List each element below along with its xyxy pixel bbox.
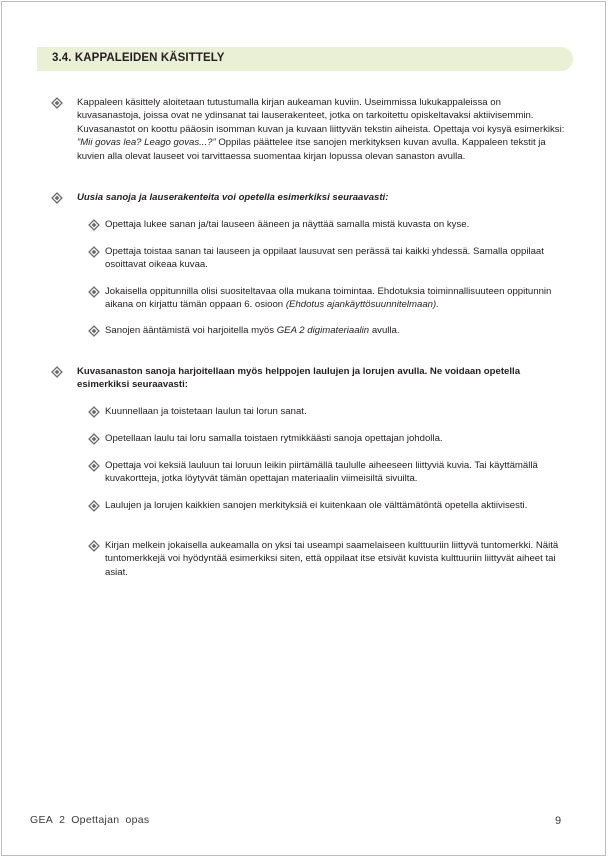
list-item: Kirjan melkein jokaisella aukeamalla on yksi tai useampi saamelaiseen kulttuuriin liittyvä tuntomerkki. Näitä tuntomerkkejä voi hyödyntää esimerkiksi siten, että oppilaat itse etsivät kuvista kulttuuriin liittyvät aiheet tai asiat.: [105, 540, 559, 578]
footer-volume: 2: [59, 814, 66, 826]
list-item: Sanojen ääntämistä voi harjoitella myös GEA 2 digimateriaalin avulla.: [105, 325, 400, 336]
diamond-bullet-icon: [88, 246, 100, 258]
diamond-bullet-icon: [88, 540, 100, 552]
diamond-bullet-icon: [88, 433, 100, 445]
diamond-bullet-icon: [88, 325, 100, 337]
page-number: 9: [555, 815, 562, 827]
footer-brand: GEA: [30, 814, 54, 826]
list-item: Opettaja lukee sanan ja/tai lauseen ääneen ja näyttää samalla mistä kuvasta on kyse.: [105, 219, 470, 230]
group1-heading: Uusia sanoja ja lauserakenteita voi opetella esimerkiksi seuraavasti:: [77, 192, 389, 203]
diamond-bullet-icon: [88, 500, 100, 512]
section-title: 3.4. KAPPALEIDEN KÄSITTELY: [52, 52, 225, 64]
diamond-bullet-icon: [88, 460, 100, 472]
diamond-bullet-icon: [51, 97, 63, 109]
diamond-bullet-icon: [51, 192, 63, 204]
list-item: Opetellaan laulu tai loru samalla toistaen rytmikkäästi sanoja opettajan johdolla.: [105, 433, 443, 444]
footer-guide: Opettajan: [71, 814, 120, 826]
footer-title: [30, 814, 155, 826]
diamond-bullet-icon: [88, 286, 100, 298]
diamond-bullet-icon: [88, 406, 100, 418]
diamond-bullet-icon: [51, 366, 63, 378]
intro-paragraph: Kappaleen käsittely aloitetaan tutustumalla kirjan aukeaman kuviin. Useimmissa lukukappaleissa on kuvasanastoja, joissa ovat ne ydinsanat tai lauserakenteet, jotka on tarkoitettu opiskeltavaksi aktiivisemmin. Kuvasanastot on koottu pääosin isomman kuvan ja kuvaan liittyvän tekstin aiheista. Opettaja voi kysyä esimerkiksi: ”Mii govas lea? Leago govas...?” Oppilas päättelee itse sanojen merkityksen kuvan avulla. Kappaleen tekstit ja kuvien alla olevat lauseet voi tarvittaessa suomentaa kirjan lopussa olevan sanaston avulla.: [77, 97, 565, 162]
list-item: Opettaja voi keksiä lauluun tai loruun leikin piirtämällä taululle aiheeseen liittyviä kuvia. Tai käyttämällä kuvakortteja, jotka löytyvät tämän opettajan materiaalin viimeisiltä sivuilta.: [105, 460, 538, 485]
list-item: Laulujen ja lorujen kaikkien sanojen merkityksiä ei kuitenkaan ole välttämätöntä opetella aktiivisesti.: [105, 500, 528, 511]
diamond-bullet-icon: [88, 219, 100, 231]
list-item: Kuunnellaan ja toistetaan laulun tai lorun sanat.: [105, 406, 307, 417]
footer-guide2: opas: [125, 814, 150, 826]
list-item: Opettaja toistaa sanan tai lauseen ja oppilaat lausuvat sen perässä tai kaikki yhdessä. Samalla oppilaat osoittavat oikeaa kuvaa.: [105, 246, 544, 271]
list-item: Jokaisella oppitunnilla olisi suositeltavaa olla mukana toimintaa. Ehdotuksia toiminnallisuuteen oppitunnin aikana on kirjattu tämän oppaan 6. osioon (Ehdotus ajankäyttösuunnitelmaan).: [105, 286, 552, 311]
group2-heading: Kuvasanaston sanoja harjoitellaan myös helppojen laulujen ja lorujen avulla. Ne voidaan opetella esimerkiksi seuraavasti:: [77, 366, 521, 391]
